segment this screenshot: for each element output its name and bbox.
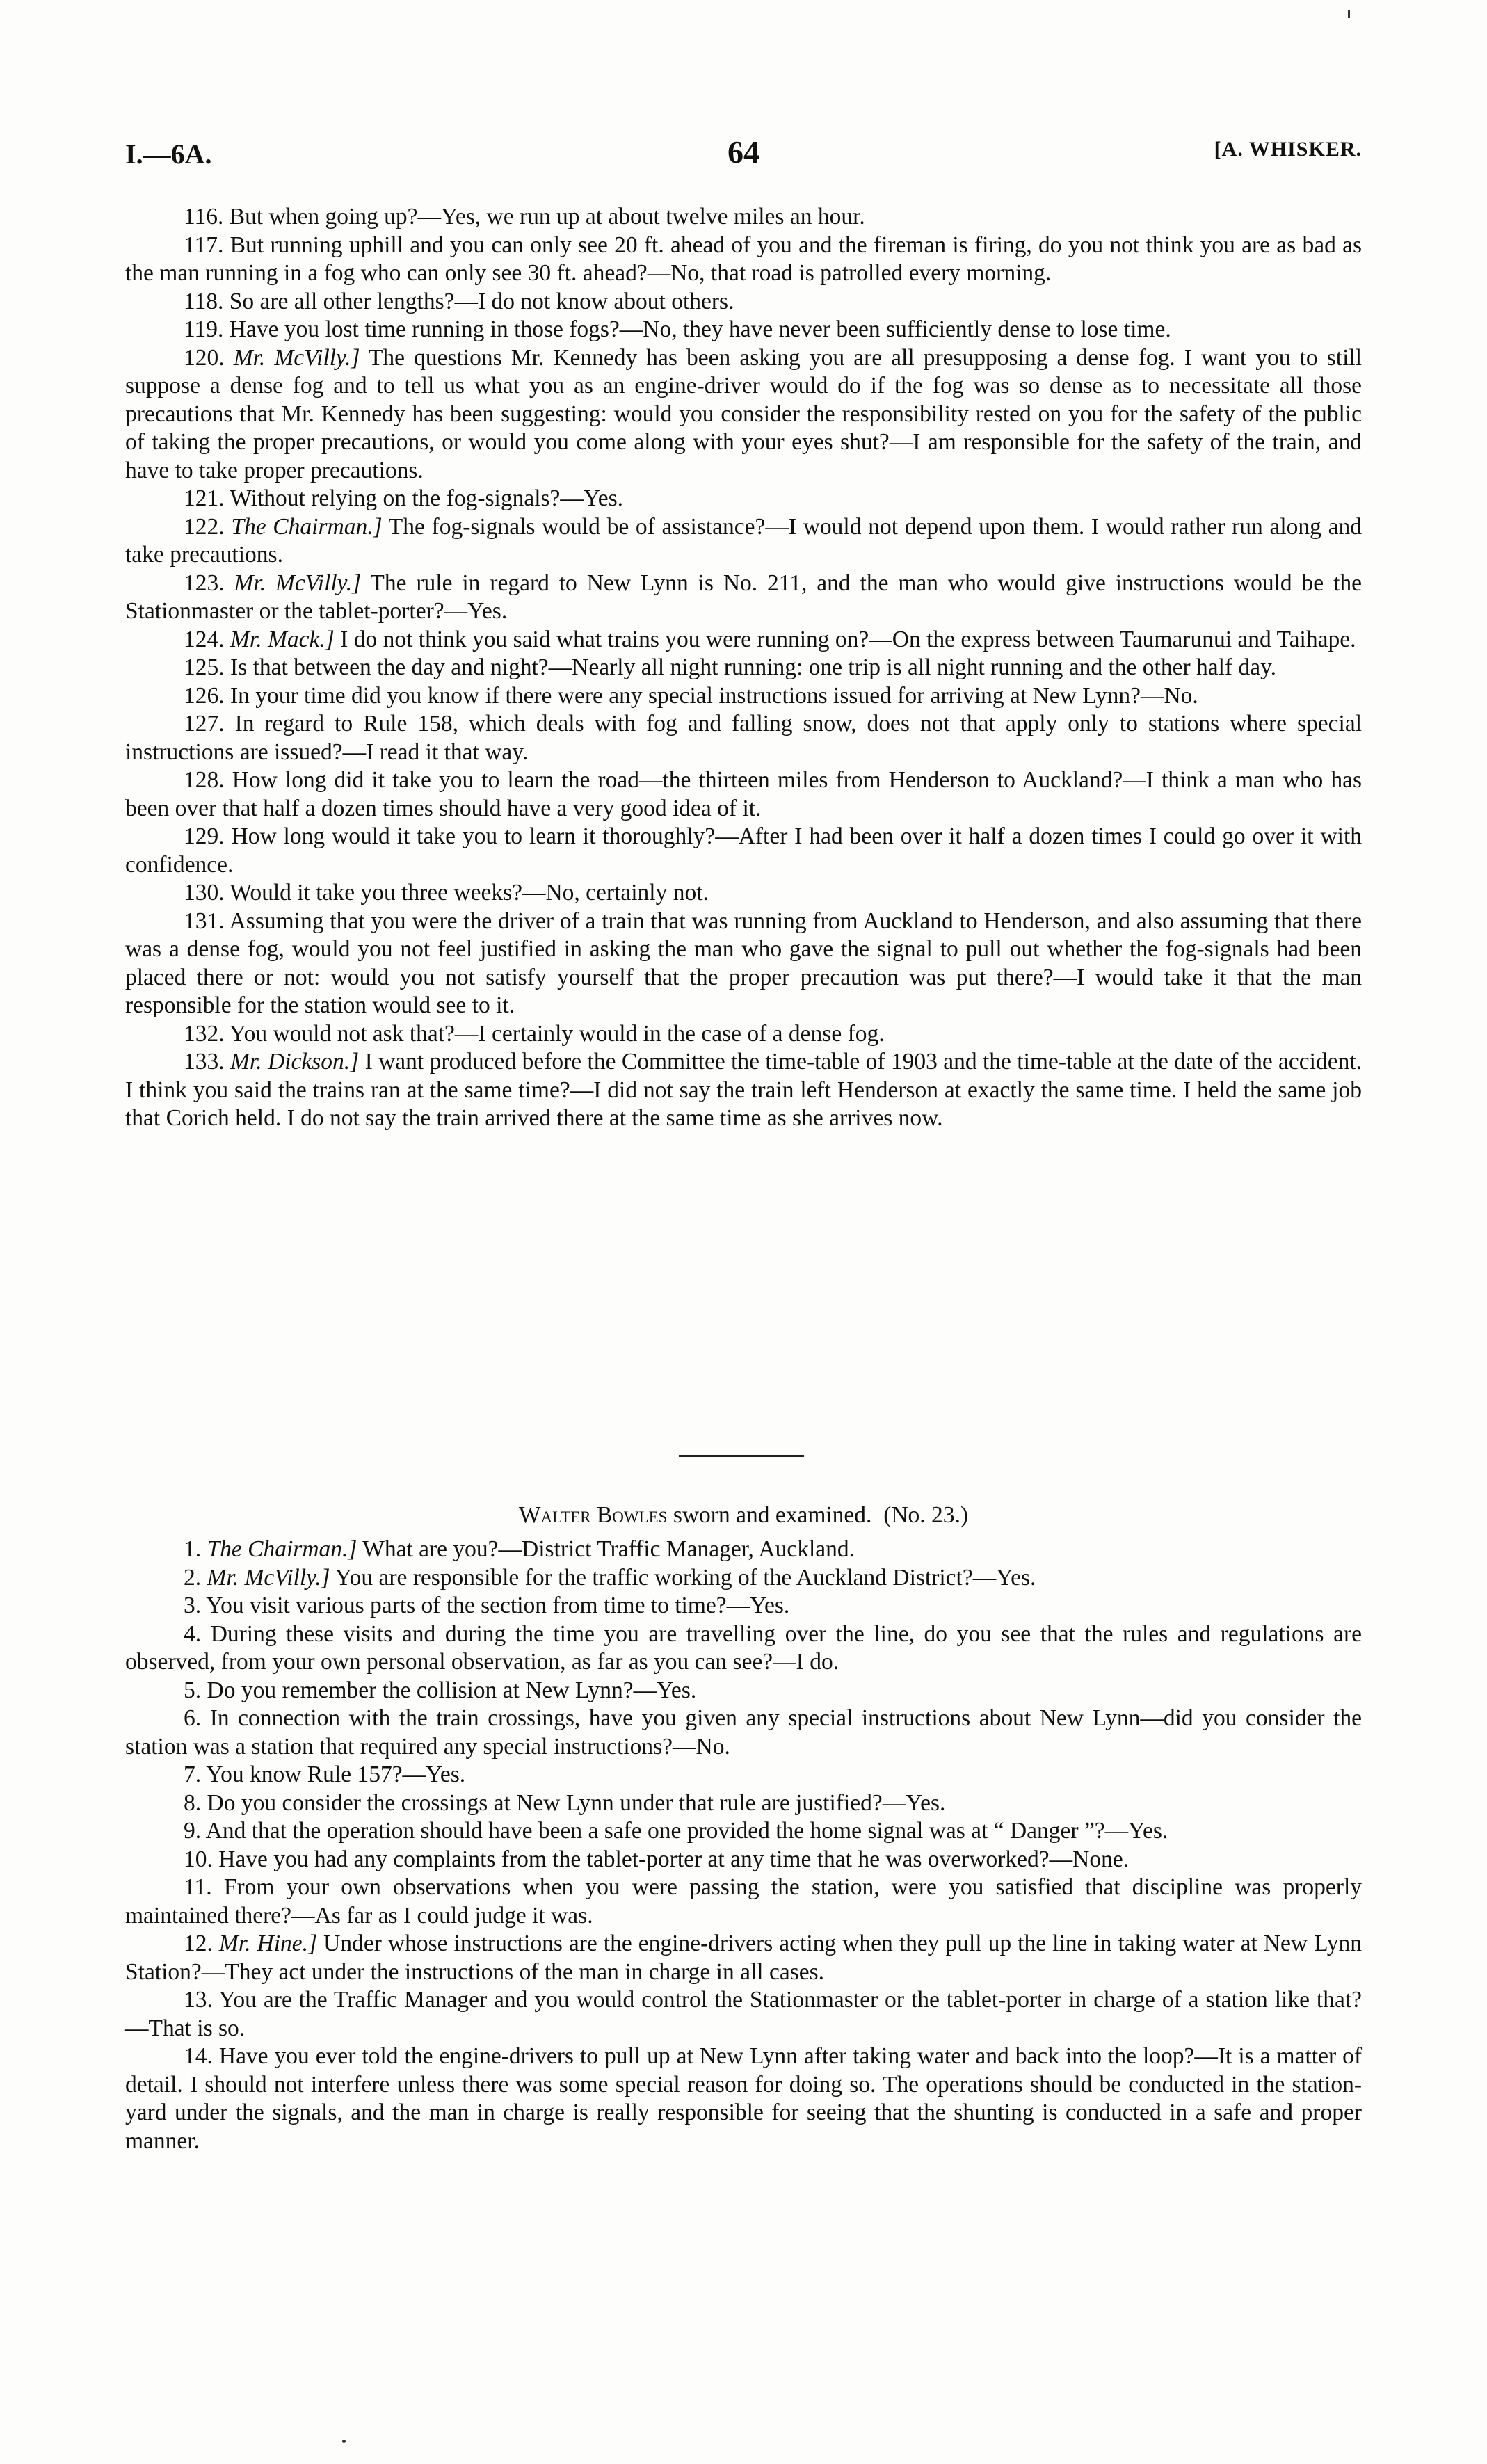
speaker-label: The Chairman.] [207,1536,357,1562]
speaker-label: The Chairman.] [231,513,383,540]
qa-text: Under whose instructions are the engine-drivers acting when they pull up the line in taking water at New Lynn Station?—They act under the instructions of the man in charge in all cases. [125,1931,1363,1985]
qa-text: Without relying on the fog-signals?—Yes. [230,485,624,511]
page-number: 64 [728,134,759,170]
qa-paragraph [125,626,1362,654]
qa-text: Is that between the day and night?—Nearly all night running: one trip is all night running and the other half day. [230,654,1277,680]
qa-paragraph [125,710,1362,766]
qa-paragraph [125,1592,1362,1620]
qa-paragraph [125,1789,1362,1818]
qa-paragraph [125,766,1362,823]
question-number: 6. [184,1705,202,1731]
qa-text: How long did it take you to learn the road—the thirteen miles from Henderson to Auckland?—I think a man who has been over that half a dozen times should have a very good idea of it. [125,767,1362,821]
qa-paragraph [125,1020,1362,1049]
question-number: 129. [184,823,225,849]
qa-paragraph [125,1677,1362,1705]
qa-paragraph [125,908,1362,1020]
evidence-block-whisker [125,203,1362,1133]
witness-heading [125,1501,1362,1529]
qa-paragraph [125,1930,1362,1986]
qa-paragraph [125,1705,1362,1761]
qa-text: But running uphill and you can only see 20 ft. ahead of you and the fireman is firing, do you not think you are as bad as the man running in a fog who can only see 30 ft. ahead?—No, that road is patrolled every morning. [125,232,1362,286]
speaker-label: Mr. Mack.] [230,626,335,652]
question-number: 11. [184,1874,212,1900]
qa-paragraph [125,654,1362,682]
question-number: 117. [184,232,224,258]
qa-paragraph [125,879,1362,908]
qa-paragraph [125,288,1362,316]
qa-paragraph [125,1620,1362,1677]
question-number: 3. [184,1593,202,1618]
qa-text: How long would it take you to learn it thoroughly?—After I had been over it half a dozen times I could go over it with confidence. [125,823,1363,878]
question-number: 128. [184,767,225,793]
question-number: 116. [184,204,224,230]
qa-paragraph [125,682,1362,711]
qa-text: What are you?—District Traffic Manager, Auckland. [362,1536,855,1562]
qa-text: I want produced before the Committee the time-table of 1903 and the time-table at the date of the accident. I think you said the trains ran at the same time?—I did not say the train left Henderson at exactly the same time. I held the same job that Corich held. I do not say the train arrived there at the same time as she arrives now. [125,1049,1363,1131]
qa-text: Would it take you three weeks?—No, certainly not. [230,880,709,905]
question-number: 10. [184,1846,213,1872]
qa-paragraph [125,2043,1362,2155]
qa-paragraph [125,1761,1362,1789]
question-number: 14. [184,2043,213,2069]
qa-text: You are the Traffic Manager and you would control the Stationmaster or the tablet-porter in charge of a station like that?—That is so. [125,1987,1362,2041]
qa-paragraph [125,823,1362,879]
question-number: 118. [184,288,224,314]
witness-name: Walter Bowles [518,1502,668,1528]
qa-text: Do you consider the crossings at New Lynn under that rule are justified?—Yes. [207,1789,946,1816]
question-number: 7. [184,1762,202,1787]
qa-text: Assuming that you were the driver of a train that was running from Auckland to Henderson, and also assuming that there was a dense fog, would you not feel justified in asking the man who gave the signal to pull out whether the fog-signals had been placed there or not: would you not satisfy yourself that the proper precaution was put there?—I would take it that the man responsible for the station would see to it. [125,908,1362,1018]
witness-number: (No. 23.) [883,1502,969,1528]
qa-paragraph [125,1874,1362,1930]
qa-paragraph [125,203,1362,232]
qa-paragraph [125,570,1362,626]
question-number: 2. [184,1564,202,1591]
question-number: 131. [184,908,225,934]
question-number: 1. [184,1536,202,1562]
question-number: 130. [184,880,225,905]
question-number: 124. [184,626,225,652]
paper-reference: I.—6A. [125,138,212,170]
qa-text: In regard to Rule 158, which deals with fog and falling snow, does not that apply only to stations where special instructions are issued?—I read it that way. [125,711,1363,765]
question-number: 123. [184,570,225,596]
evidence-block-bowles [125,1536,1362,2155]
qa-text: You visit various parts of the section from time to time?—Yes. [206,1593,790,1618]
qa-text: The fog-signals would be of assistance?—I would not depend upon them. I would rather run along and take precautions. [125,513,1363,567]
qa-text: Have you had any complaints from the tablet-porter at any time that he was overworked?—None. [218,1846,1130,1872]
question-number: 126. [184,682,225,709]
question-number: 8. [184,1789,202,1816]
qa-text: From your own observations when you were passing the station, were you satisfied that discipline was properly maintained there?—As far as I could judge it was. [125,1874,1363,1928]
scan-mark-top [1348,10,1350,18]
qa-text: During these visits and during the time you are travelling over the line, do you see that the rules and regulations are observed, from your own personal observation, as far as you can see?—I do. [125,1620,1363,1675]
question-number: 125. [184,654,225,680]
witness-heading-text: sworn and examined. [673,1502,872,1528]
qa-text: So are all other lengths?—I do not know about others. [229,288,734,314]
question-number: 122. [184,513,225,540]
question-number: 121. [184,485,225,511]
qa-text: In connection with the train crossings, have you given any special instructions about New Lynn—did you consider the station was a station that required any special instructions?—No. [125,1705,1362,1760]
qa-paragraph [125,513,1362,570]
qa-paragraph [125,1817,1362,1846]
qa-text: You are responsible for the traffic working of the Auckland District?—Yes. [335,1564,1036,1591]
qa-paragraph [125,1048,1362,1133]
qa-text: The rule in regard to New Lynn is No. 211, and the man who would give instructions would be the Stationmaster or the tablet-porter?—Yes. [125,570,1362,624]
qa-paragraph [125,232,1362,288]
scan-mark-bottom [342,2440,346,2443]
question-number: 119. [184,316,224,342]
speaker-label: Mr. McVilly.] [207,1564,330,1591]
question-number: 9. [184,1818,202,1844]
page-header [125,134,1362,179]
speaker-label: Mr. Hine.] [218,1931,318,1956]
qa-paragraph [125,1536,1362,1564]
witness-name-running-head: [A. WHISKER. [1214,138,1362,161]
qa-paragraph [125,485,1362,513]
question-number: 12. [184,1931,213,1956]
qa-text: But when going up?—Yes, we run up at about twelve miles an hour. [229,204,865,230]
qa-paragraph [125,316,1362,344]
question-number: 4. [184,1620,202,1647]
qa-text: And that the operation should have been a safe one provided the home signal was at “ Danger ”?—Yes. [205,1818,1168,1844]
question-number: 13. [184,1987,213,2013]
speaker-label: Mr. McVilly.] [233,344,360,371]
qa-paragraph [125,1846,1362,1874]
speaker-label: Mr. Dickson.] [230,1049,360,1074]
qa-text: Do you remember the collision at New Lynn?—Yes. [207,1677,697,1703]
qa-text: You know Rule 157?—Yes. [206,1762,466,1787]
section-divider [679,1455,804,1457]
qa-paragraph [125,1986,1362,2043]
question-number: 133. [184,1049,225,1074]
qa-text: I do not think you said what trains you were running on?—On the express between Taumarunui and Taihape. [340,626,1356,652]
qa-text: The questions Mr. Kennedy has been asking you are all presupposing a dense fog. I want you to still suppose a dense fog and to tell us what you as an engine-driver would do if the fog was so dense as to necessitate all those precautions that Mr. Kennedy has been suggesting: would you consider the responsibility rested on you for the safety of the public of taking the proper precautions, or would you come along with your eyes shut?—I am responsible for the safety of the train, and have to take proper precautions. [125,344,1362,483]
question-number: 5. [184,1677,202,1703]
question-number: 120. [184,344,225,371]
speaker-label: Mr. McVilly.] [234,570,362,596]
qa-text: In your time did you know if there were any special instructions issued for arriving at New Lynn?—No. [230,682,1198,709]
qa-text: Have you lost time running in those fogs?—No, they have never been sufficiently dense to lose time. [229,316,1171,342]
qa-text: You would not ask that?—I certainly would in the case of a dense fog. [229,1020,885,1047]
question-number: 132. [184,1020,225,1047]
question-number: 127. [184,711,225,736]
qa-paragraph [125,344,1362,485]
qa-paragraph [125,1564,1362,1593]
qa-text: Have you ever told the engine-drivers to pull up at New Lynn after taking water and back into the loop?—It is a matter of detail. I should not interfere unless there was some special reason for doing so. The operations should be conducted in the station-yard under the signals, and the man in charge is really responsible for seeing that the shunting is conducted in a safe and proper manner. [125,2043,1363,2154]
